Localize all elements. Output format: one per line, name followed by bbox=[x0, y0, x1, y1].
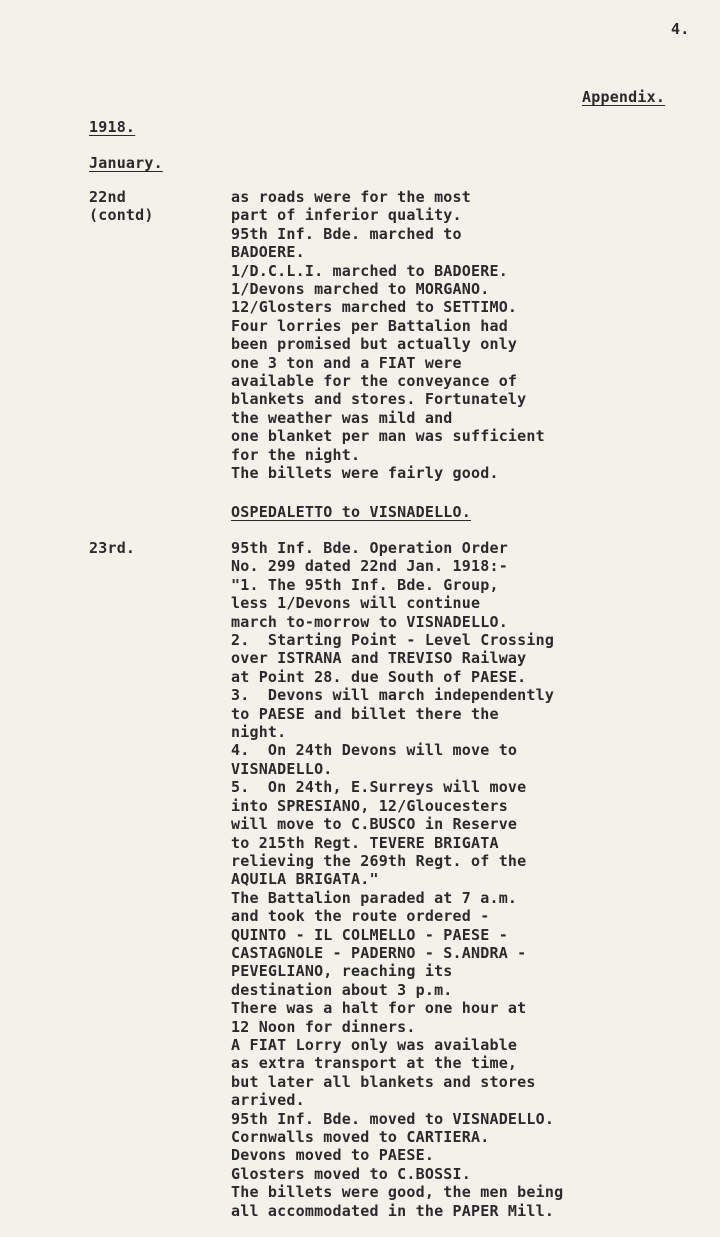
text-line: but later all blankets and stores bbox=[231, 1072, 536, 1091]
text-line: less 1/Devons will continue bbox=[231, 594, 481, 613]
text-line: Glosters moved to C.BOSSI. bbox=[231, 1164, 471, 1183]
text-line: to 215th Regt. TEVERE BRIGATA bbox=[231, 833, 499, 852]
text-line: the weather was mild and bbox=[231, 408, 453, 427]
text-line: part of inferior quality. bbox=[231, 206, 462, 225]
text-line: 12/Glosters marched to SETTIMO. bbox=[231, 298, 518, 317]
text-line: as roads were for the most bbox=[231, 188, 471, 206]
appendix-heading: Appendix. bbox=[582, 88, 666, 106]
text-line: one 3 ton and a FIAT were bbox=[231, 353, 462, 372]
text-line: to PAESE and billet there the bbox=[231, 704, 499, 723]
text-line: over ISTRANA and TREVISO Railway bbox=[231, 649, 527, 668]
text-line: 1/Devons marched to MORGANO. bbox=[231, 280, 490, 299]
text-line: arrived. bbox=[231, 1091, 305, 1110]
text-line: QUINTO - IL COLMELLO - PAESE - bbox=[231, 925, 508, 944]
text-line: and took the route ordered - bbox=[231, 907, 490, 926]
text-line: 2. Starting Point - Level Crossing bbox=[231, 631, 555, 650]
text-line: night. bbox=[231, 723, 287, 742]
entry2-text bbox=[231, 539, 563, 1220]
text-line: The billets were fairly good. bbox=[231, 464, 499, 483]
text-line: been promised but actually only bbox=[231, 335, 518, 354]
text-line: 5. On 24th, E.Surreys will move bbox=[231, 778, 527, 797]
text-line: Four lorries per Battalion had bbox=[231, 316, 508, 335]
page-number: 4. bbox=[671, 20, 690, 38]
text-line: relieving the 269th Regt. of the bbox=[231, 851, 527, 870]
text-line: Devons moved to PAESE. bbox=[231, 1146, 435, 1165]
text-line: destination about 3 p.m. bbox=[231, 980, 453, 999]
entry1-date-line2: (contd) bbox=[89, 206, 154, 224]
text-line: The Battalion paraded at 7 a.m. bbox=[231, 888, 518, 907]
text-line: at Point 28. due South of PAESE. bbox=[231, 667, 527, 686]
text-line: CASTAGNOLE - PADERNO - S.ANDRA - bbox=[231, 943, 527, 962]
text-line: one blanket per man was sufficient bbox=[231, 427, 545, 446]
text-line: as extra transport at the time, bbox=[231, 1054, 518, 1073]
entry1-date-line1: 22nd bbox=[89, 188, 126, 206]
text-line: The billets were good, the men being bbox=[231, 1183, 564, 1202]
text-line: "1. The 95th Inf. Bde. Group, bbox=[231, 575, 499, 594]
year-heading: 1918. bbox=[89, 118, 136, 136]
text-line: march to-morrow to VISNADELLO. bbox=[231, 612, 508, 631]
text-line: all accommodated in the PAPER Mill. bbox=[231, 1201, 555, 1220]
text-line: No. 299 dated 22nd Jan. 1918:- bbox=[231, 557, 508, 576]
text-line: PEVEGLIANO, reaching its bbox=[231, 962, 453, 981]
month-heading: January. bbox=[89, 154, 163, 172]
text-line: VISNADELLO. bbox=[231, 759, 333, 778]
text-line: into SPRESIANO, 12/Gloucesters bbox=[231, 796, 508, 815]
text-line: Cornwalls moved to CARTIERA. bbox=[231, 1128, 490, 1146]
text-line: for the night. bbox=[231, 445, 361, 464]
text-line: 95th Inf. Bde. marched to bbox=[231, 224, 462, 243]
text-line: 3. Devons will march independently bbox=[231, 686, 555, 705]
section-heading: OSPEDALETTO to VISNADELLO. bbox=[231, 503, 471, 521]
text-line: 95th Inf. Bde. moved to VISNADELLO. bbox=[231, 1109, 555, 1128]
text-line: AQUILA BRIGATA." bbox=[231, 870, 379, 889]
text-line: 4. On 24th Devons will move to bbox=[231, 741, 518, 760]
text-line: 95th Inf. Bde. Operation Order bbox=[231, 539, 508, 557]
text-line: 1/D.C.L.I. marched to BADOERE. bbox=[231, 261, 508, 280]
text-line: There was a halt for one hour at bbox=[231, 999, 527, 1018]
text-line: blankets and stores. Fortunately bbox=[231, 390, 527, 409]
text-line: 12 Noon for dinners. bbox=[231, 1017, 416, 1036]
text-line: A FIAT Lorry only was available bbox=[231, 1035, 518, 1054]
entry2-date: 23rd. bbox=[89, 539, 136, 557]
text-line: available for the conveyance of bbox=[231, 372, 518, 391]
text-line: BADOERE. bbox=[231, 243, 305, 262]
entry1-text bbox=[231, 188, 545, 483]
text-line: will move to C.BUSCO in Reserve bbox=[231, 815, 518, 834]
